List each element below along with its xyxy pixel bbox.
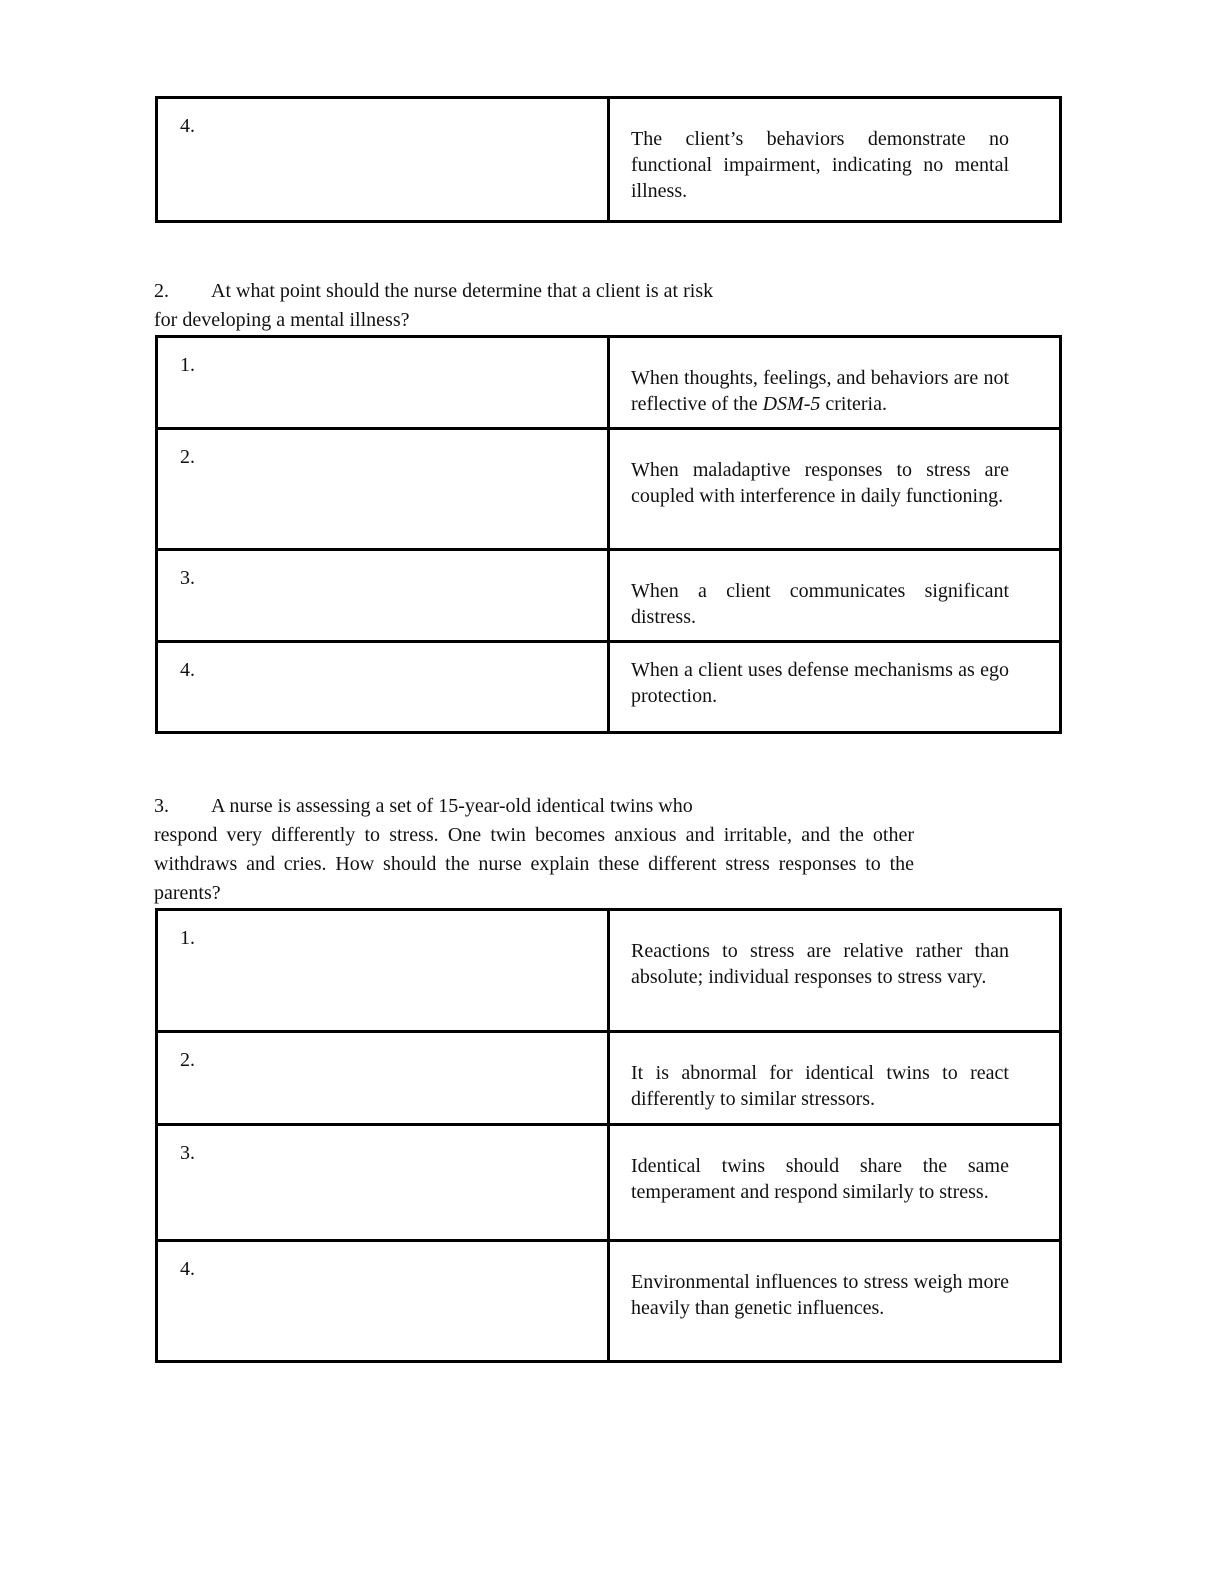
option-number: 1. <box>157 337 609 429</box>
option-number: 4. <box>157 98 609 222</box>
option-number: 3. <box>157 550 609 642</box>
option-text: When maladaptive responses to stress are coupled with interference in daily functioning. <box>609 429 1061 550</box>
option-number: 4. <box>157 1241 609 1362</box>
question-number: 3. <box>154 795 169 817</box>
option-row <box>157 550 1061 642</box>
question-1-options-table <box>155 96 1062 223</box>
option-text: When a client uses defense mechanisms as ego protection. <box>609 642 1061 733</box>
option-number: 1. <box>157 910 609 1032</box>
question-2-options-table <box>155 335 1062 734</box>
question-number: 2. <box>154 280 169 302</box>
question-2 <box>154 277 914 335</box>
option-text: Environmental influences to stress weigh more heavily than genetic influences. <box>609 1241 1061 1362</box>
option-text: The client’s behaviors demonstrate no functional impairment, indicating no mental illness. <box>609 98 1061 222</box>
option-row <box>157 98 1061 222</box>
option-number: 2. <box>157 429 609 550</box>
option-number: 2. <box>157 1032 609 1125</box>
option-text: Reactions to stress are relative rather than absolute; individual responses to stress vary. <box>609 910 1061 1032</box>
question-3 <box>154 792 914 908</box>
option-number: 4. <box>157 642 609 733</box>
question-first-line: A nurse is assessing a set of 15-year-old identical twins who <box>211 795 693 817</box>
option-row <box>157 910 1061 1032</box>
question-3-options-table <box>155 908 1062 1363</box>
option-text: It is abnormal for identical twins to react differently to similar stressors. <box>609 1032 1061 1125</box>
question-text-rest: for developing a mental illness? <box>154 309 410 331</box>
option-text-italic: DSM-5 <box>762 393 821 415</box>
option-row <box>157 1125 1061 1241</box>
option-text-after: criteria. <box>820 393 887 415</box>
option-row <box>157 1241 1061 1362</box>
option-row <box>157 642 1061 733</box>
question-text-rest: respond very differently to stress. One twin becomes anxious and irritable, and the other withdraws and cries. How should the nurse explain these different stress responses to the parents? <box>154 824 914 904</box>
option-row <box>157 429 1061 550</box>
option-row <box>157 1032 1061 1125</box>
option-row <box>157 337 1061 429</box>
option-text: When a client communicates significant distress. <box>609 550 1061 642</box>
option-text: Identical twins should share the same temperament and respond similarly to stress. <box>609 1125 1061 1241</box>
question-first-line: At what point should the nurse determine that a client is at risk <box>211 280 714 302</box>
option-text <box>609 337 1061 429</box>
option-text-before: When thoughts, feelings, and behaviors are not reflective of the <box>631 367 1009 415</box>
option-number: 3. <box>157 1125 609 1241</box>
